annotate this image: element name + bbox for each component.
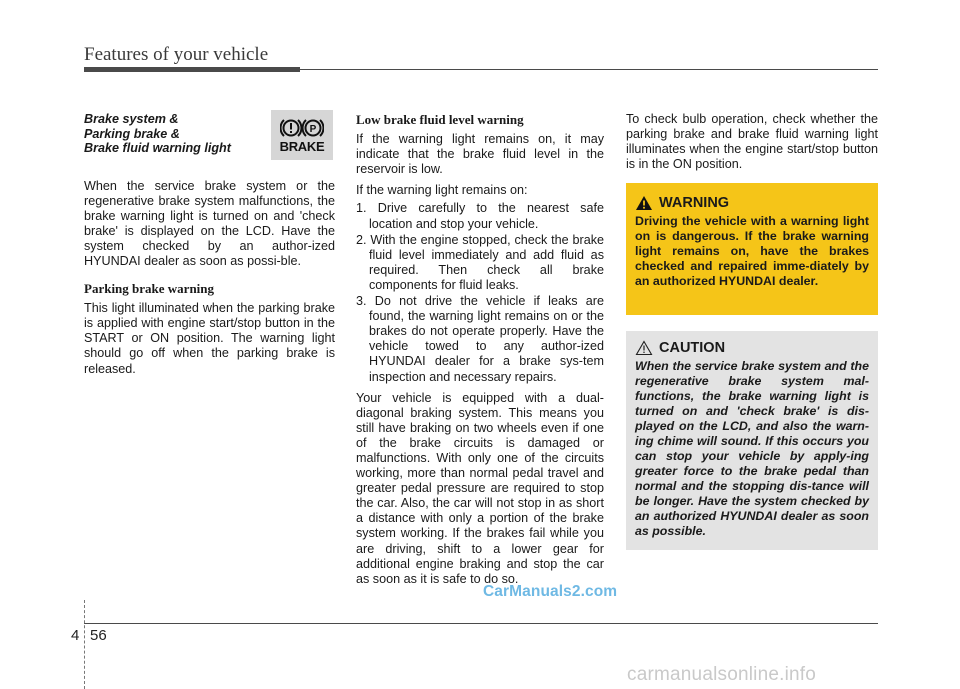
chapter-number: 4: [71, 627, 80, 644]
parking-brake-heading: Parking brake warning: [84, 281, 215, 297]
site-watermark: carmanualsonline.info: [627, 664, 817, 685]
caution-header: [635, 340, 869, 356]
header-rule: [84, 69, 878, 70]
caution-triangle-icon: [635, 340, 653, 356]
caution-text: When the service brake system and the regenerative brake system mal-functions, the brake warning light is turned on and 'check brake' is dis-played on the LCD, and also the warn-ing chime will sound. If this occurs you can stop your vehicle by apply-ing greater force to the brake pedal than normal and the stopping dis-tance will be longer. Have the system checked by an authorized HYUNDAI dealer as soon as possible.: [635, 359, 869, 538]
dual-braking-paragraph: Your vehicle is equipped with a dual-diagonal braking system. This means you still have braking on two wheels even if one of the brake circuits is damaged or malfunctions. With only one of the circuits working, more than normal pedal travel and greater pedal pressure are required to stop the car. Also, the car will not stop in as short a distance with only a portion of the brake system working. If the brakes fail while you are driving, shift to a lower gear for additional engine braking and stop the car as soon as it is safe to do so.: [356, 390, 604, 586]
caution-title: CAUTION: [659, 340, 726, 356]
page-header-title: Features of your vehicle: [84, 44, 269, 65]
section-title-line-2: Parking brake &: [84, 126, 180, 141]
warning-title: WARNING: [659, 195, 730, 211]
warning-text: Driving the vehicle with a warning light on is dangerous. If the brake warning light remains on, have the brakes checked and repaired imme-diately by an authorized HYUNDAI dealer.: [635, 214, 869, 288]
caution-box: [626, 331, 878, 550]
middle-column: [356, 112, 604, 593]
section-title-line-3: Brake fluid warning light: [84, 141, 231, 155]
page-number: 56: [90, 627, 107, 644]
low-fluid-heading: Low brake fluid level warning: [356, 112, 524, 127]
footer-divider: [84, 600, 86, 689]
steps-list: [356, 201, 604, 384]
intro-paragraph: When the service brake system or the regenerative brake system malfunctions, the brake warning light is turned on and 'check brake' is displayed on the LCD. Have the system checked by an author-ized HYUNDAI dealer as soon as possi-ble.: [84, 178, 335, 268]
svg-text:P: P: [309, 124, 317, 135]
if-remains-text: If the warning light remains on:: [356, 183, 528, 198]
brake-icon-label: BRAKE: [279, 139, 325, 154]
brake-warning-icon: [271, 110, 333, 160]
list-item: 3. Do not drive the vehicle if leaks are found, the warning light remains on or the brakes do not operate properly. Have the vehicle towed to any author-ized HYUNDAI dealer for a brake sys-tem inspection and necessary repairs.: [356, 294, 604, 384]
footer-rule: [84, 623, 878, 624]
section-title-line-1: Brake system &: [84, 112, 179, 126]
warning-box: [626, 183, 878, 315]
warning-header: [635, 195, 869, 211]
section-title: [84, 112, 259, 156]
bulb-check-paragraph: To check bulb operation, check whether the parking brake and brake fluid warning light illuminates when the engine start/stop button is in the ON position.: [626, 112, 878, 172]
brake-symbols-icon: [280, 116, 324, 140]
parking-brake-paragraph: This light illuminated when the parking brake is applied with engine start/stop button in the START or ON position. The warning light should go off when the parking brake is released.: [84, 301, 335, 376]
warning-triangle-icon: [635, 195, 653, 211]
list-item: 2. With the engine stopped, check the brake fluid level immediately and add fluid as required. Then check all brake components for fluid leaks.: [356, 232, 604, 292]
list-item: 1. Drive carefully to the nearest safe location and stop your vehicle.: [356, 201, 604, 231]
right-column: [626, 112, 878, 178]
low-fluid-paragraph: If the warning light remains on, it may indicate that the brake fluid level in the reservoir is low.: [356, 132, 604, 177]
carmanuals-watermark: CarManuals2.com: [483, 583, 618, 600]
